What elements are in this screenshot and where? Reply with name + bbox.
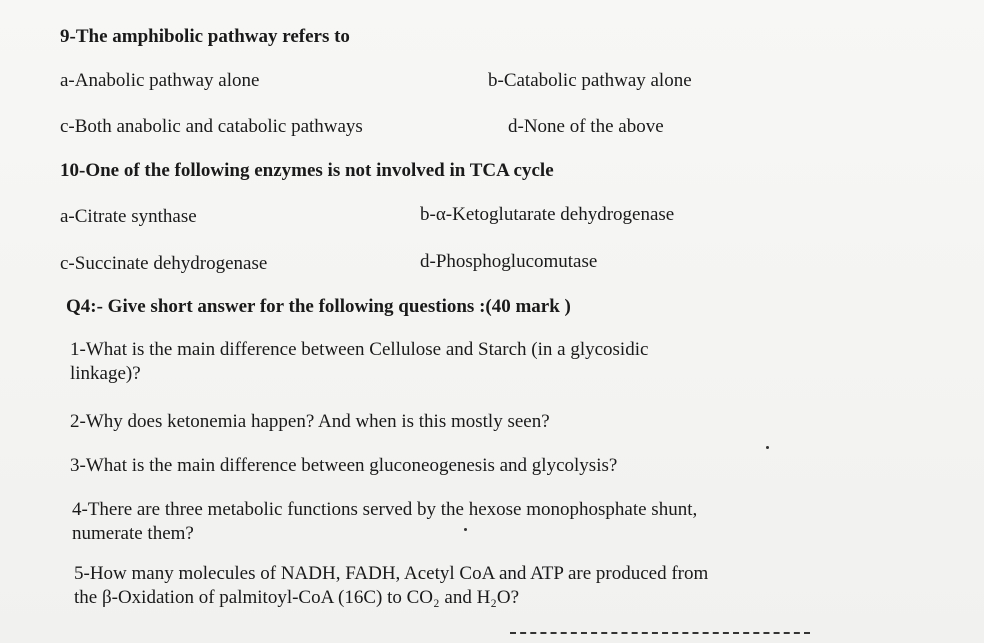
q4-item-2-line1: 2-Why does ketonemia happen? And when is this mostly seen?	[70, 411, 550, 432]
q4-item-2	[70, 410, 550, 434]
q4-heading: Q4:- Give short answer for the following questions :(40 mark )	[66, 296, 571, 317]
dashed-separator	[510, 632, 810, 634]
q10-option-a: a-Citrate synthase	[60, 206, 197, 227]
q9-option-d: d-None of the above	[508, 116, 664, 137]
q9-option-c: c-Both anabolic and catabolic pathways	[60, 116, 363, 137]
ink-speck	[766, 446, 769, 449]
ink-speck	[464, 528, 467, 531]
q9-option-b: b-Catabolic pathway alone	[488, 70, 692, 91]
q10-question: 10-One of the following enzymes is not involved in TCA cycle	[60, 160, 554, 181]
q4-item-5-line2: the β-Oxidation of palmitoyl-CoA (16C) to CO₂ and H₂O?	[74, 587, 520, 608]
q4-item-5	[74, 562, 708, 610]
q9-question: 9-The amphibolic pathway refers to	[60, 26, 350, 47]
q10-option-c: c-Succinate dehydrogenase	[60, 253, 268, 274]
q4-item-4-line1: 4-There are three metabolic functions served by the hexose monophosphate shunt,	[72, 499, 698, 520]
q4-item-5-line1: 5-How many molecules of NADH, FADH, Acetyl CoA and ATP are produced from	[74, 563, 709, 584]
q4-item-1-line2: linkage)?	[70, 363, 141, 384]
q4-item-4	[72, 498, 697, 546]
q10-option-d: d-Phosphoglucomutase	[420, 251, 598, 272]
q9-option-a: a-Anabolic pathway alone	[60, 70, 260, 91]
q4-item-3-line1: 3-What is the main difference between gluconeogenesis and glycolysis?	[70, 455, 618, 476]
q10-option-b: b-α-Ketoglutarate dehydrogenase	[420, 204, 675, 225]
q4-item-3	[70, 454, 617, 478]
q4-item-1-line1: 1-What is the main difference between Cellulose and Starch (in a glycosidic	[70, 339, 649, 360]
q4-item-1	[70, 338, 648, 386]
q4-item-4-line2: numerate them?	[72, 523, 194, 544]
